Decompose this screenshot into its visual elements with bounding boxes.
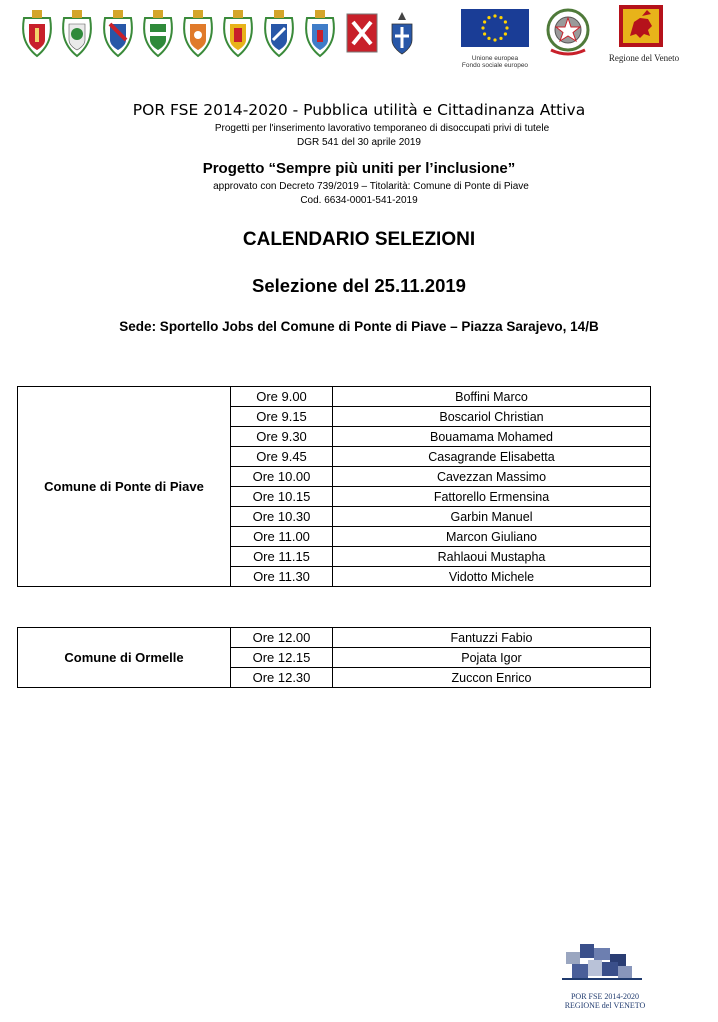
project-code: Cod. 6634-0001-541-2019 — [300, 195, 418, 206]
project-approval: approvato con Decreto 739/2019 – Titolarità: Comune di Ponte di Piave — [213, 181, 529, 192]
name-cell: Vidotto Michele — [333, 567, 651, 587]
eu-flag-icon — [461, 9, 529, 47]
time-cell: Ore 11.00 — [231, 527, 333, 547]
name-cell: Rahlaoui Mustapha — [333, 547, 651, 567]
regione-veneto-logo — [604, 4, 684, 66]
crest-icon-8 — [303, 10, 337, 58]
time-cell: Ore 10.30 — [231, 507, 333, 527]
time-cell: Ore 9.15 — [231, 407, 333, 427]
footer-logo-text — [560, 992, 650, 1010]
crest-icon-1 — [20, 10, 54, 58]
venue: Sede: Sportello Jobs del Comune di Ponte di Piave – Piazza Sarajevo, 14/B — [119, 319, 599, 334]
table-row — [18, 628, 651, 648]
crest-icon-7 — [262, 10, 296, 58]
eu-caption-line2: Fondo sociale europeo — [461, 62, 529, 69]
time-cell: Ore 12.15 — [231, 648, 333, 668]
program-title: POR FSE 2014-2020 - Pubblica utilità e Cittadinanza Attiva — [132, 101, 586, 119]
name-cell: Garbin Manuel — [333, 507, 651, 527]
name-cell: Casagrande Elisabetta — [333, 447, 651, 467]
name-cell: Zuccon Enrico — [333, 668, 651, 688]
time-cell: Ore 10.15 — [231, 487, 333, 507]
table-row — [18, 387, 651, 407]
crest-icon-6 — [221, 10, 255, 58]
time-cell: Ore 10.00 — [231, 467, 333, 487]
crest-icon-10 — [385, 10, 419, 58]
program-subtitle: Progetti per l'inserimento lavorativo temporaneo di disoccupati privi di tutele — [214, 123, 550, 134]
name-cell: Pojata Igor — [333, 648, 651, 668]
name-cell: Marcon Giuliano — [333, 527, 651, 547]
schedule-table-ormelle — [17, 627, 651, 688]
page-title: CALENDARIO SELEZIONI — [242, 229, 476, 250]
name-cell: Boscariol Christian — [333, 407, 651, 427]
eu-logo — [461, 9, 529, 69]
lion-of-saint-mark-icon — [618, 4, 664, 48]
schedule-table-ponte-di-piave — [17, 386, 651, 587]
eu-caption-line1: Unione europea — [471, 55, 519, 62]
footer-logo-line2: REGIONE del VENETO — [564, 1001, 646, 1010]
name-cell: Bouamama Mohamed — [333, 427, 651, 447]
crest-icon-2 — [60, 10, 94, 58]
time-cell: Ore 9.00 — [231, 387, 333, 407]
time-cell: Ore 9.45 — [231, 447, 333, 467]
time-cell: Ore 9.30 — [231, 427, 333, 447]
name-cell: Fattorello Ermensina — [333, 487, 651, 507]
comune-cell: Comune di Ormelle — [18, 628, 231, 688]
name-cell: Cavezzan Massimo — [333, 467, 651, 487]
comune-cell: Comune di Ponte di Piave — [18, 387, 231, 587]
project-title: Progetto “Sempre più uniti per l’inclusione” — [202, 160, 516, 177]
region-label: Regione del Veneto — [608, 53, 680, 63]
crest-icon-9 — [345, 10, 379, 58]
name-cell: Fantuzzi Fabio — [333, 628, 651, 648]
selection-date: Selezione del 25.11.2019 — [252, 275, 466, 296]
time-cell: Ore 11.30 — [231, 567, 333, 587]
time-cell: Ore 12.30 — [231, 668, 333, 688]
footer-logo-line1: POR FSE 2014-2020 — [570, 992, 639, 1001]
time-cell: Ore 11.15 — [231, 547, 333, 567]
program-dgr: DGR 541 del 30 aprile 2019 — [297, 137, 421, 148]
name-cell: Boffini Marco — [333, 387, 651, 407]
crest-icon-4 — [141, 10, 175, 58]
time-cell: Ore 12.00 — [231, 628, 333, 648]
crest-icon-5 — [181, 10, 215, 58]
crest-icon-3 — [101, 10, 135, 58]
italian-republic-emblem-icon — [543, 4, 593, 62]
